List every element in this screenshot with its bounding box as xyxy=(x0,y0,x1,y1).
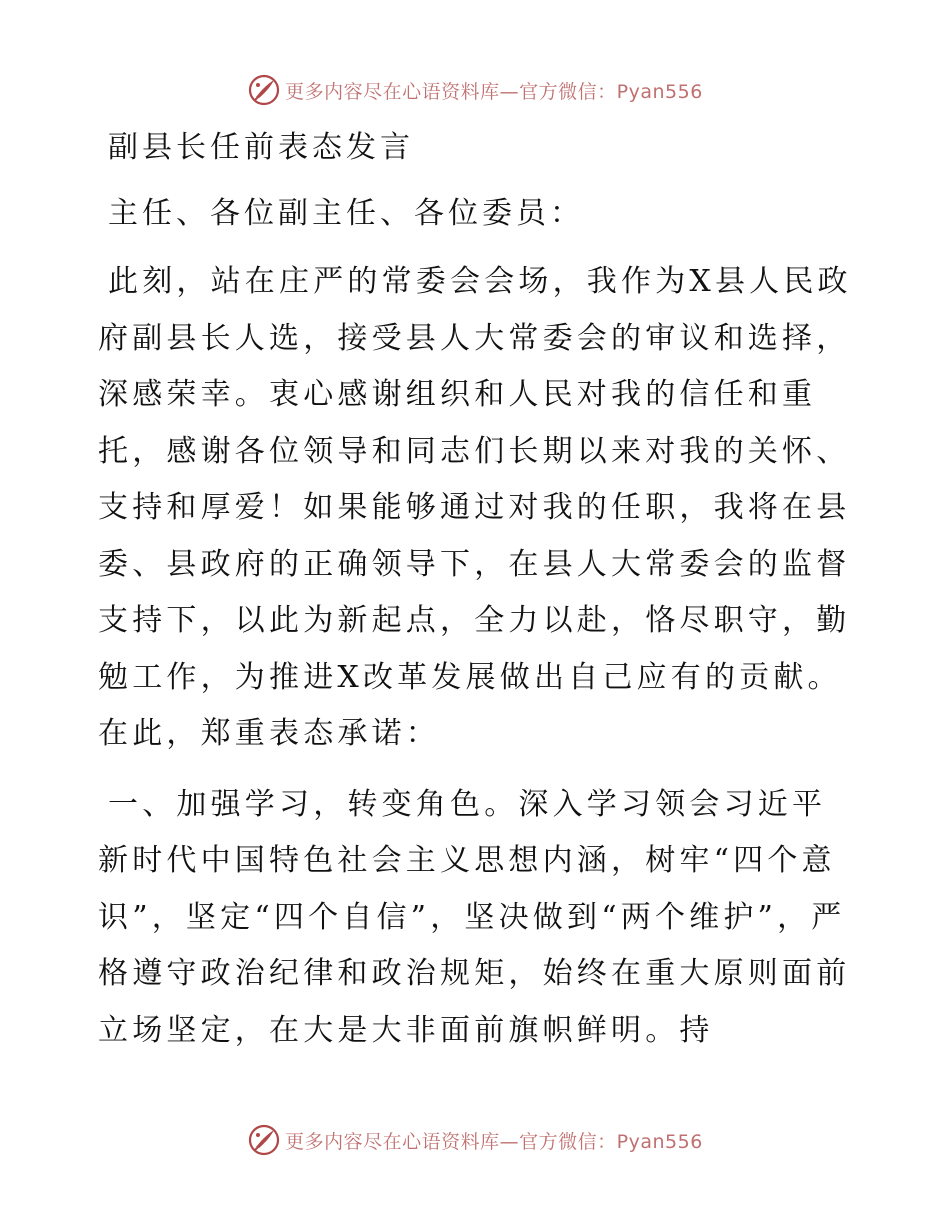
salutation: 主任、各位副主任、各位委员： xyxy=(108,196,584,231)
header-watermark xyxy=(0,70,950,110)
watermark-text: 更多内容尽在心语资料库—官方微信：Pyan556 xyxy=(285,80,703,103)
watermark-text: 更多内容尽在心语资料库—官方微信：Pyan556 xyxy=(285,1130,703,1153)
document-body xyxy=(98,122,858,1073)
document-title: 副县长任前表态发言 xyxy=(108,130,414,165)
paragraph-point-one: 一、加强学习，转变角色。深入学习领会习近平新时代中国特色社会主义思想内涵，树牢“四个意识”，坚定“四个自信”，坚决做到“两个维护”，严格遵守政治纪律和政治规矩，始终在重大原则面前立场坚定，在大是大非面前旗帜鲜明。持 xyxy=(98,786,851,1048)
quill-pen-logo-icon xyxy=(247,73,281,107)
quill-pen-logo-icon xyxy=(247,1123,281,1157)
footer-watermark xyxy=(0,1120,950,1160)
paragraph-opening: 此刻，站在庄严的常委会会场，我作为X县人民政府副县长人选，接受县人大常委会的审议和选择，深感荣幸。衷心感谢组织和人民对我的信任和重托，感谢各位领导和同志们长期以来对我的关怀、支持和厚爱！如果能够通过对我的任职，我将在县委、县政府的正确领导下，在县人大常委会的监督支持下，以此为新起点，全力以赴，恪尽职守，勤勉工作，为推进X改革发展做出自己应有的贡献。在此，郑重表态承诺： xyxy=(98,264,852,751)
